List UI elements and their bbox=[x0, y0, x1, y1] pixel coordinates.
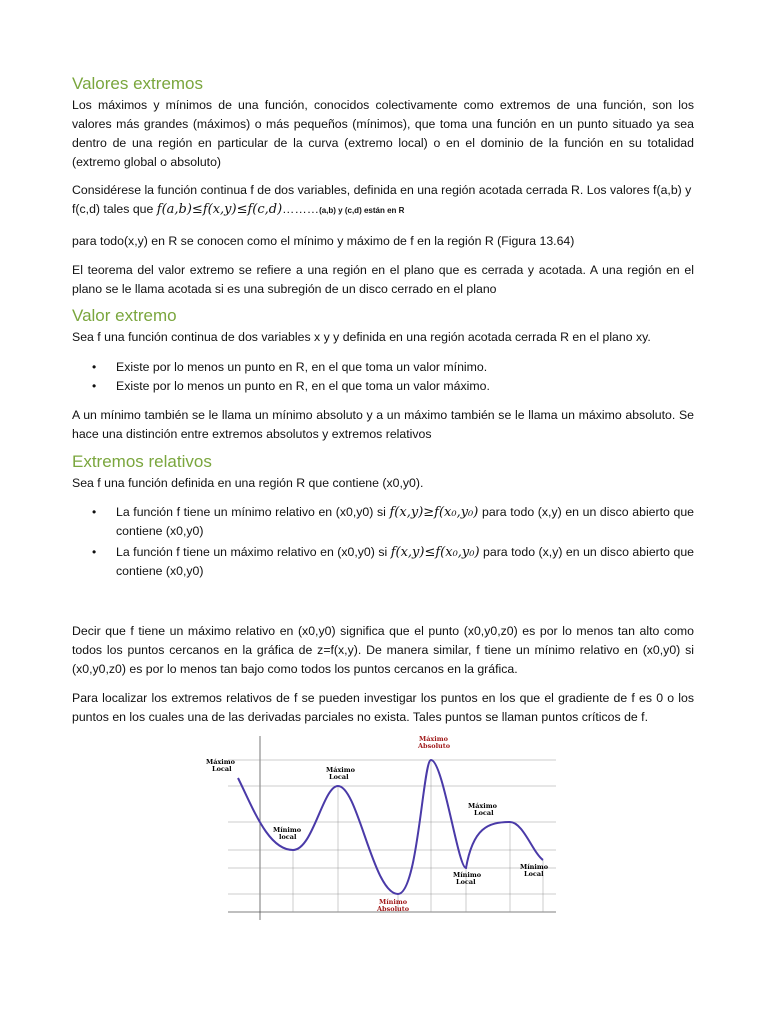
list-item: • Existe por lo menos un punto en R, en el que toma un valor máximo. bbox=[116, 377, 694, 396]
bullet-text: para todo (x,y) en un disco abierto que contiene (x0,y0) bbox=[116, 505, 695, 538]
label-max-local-1b: Local bbox=[212, 765, 232, 773]
intro-paragraph: Los máximos y mínimos de una función, conocidos colectivamente como extremos de una función, son los valores más grandes (máximos) o más pequeños (mínimos), que toma una función en un punto situado ya sea dentro de una región en particular de la curva (extremo local) o en el dominio de la función en su totalidad (extremo global o absoluto) bbox=[72, 98, 694, 169]
relativos-list bbox=[72, 503, 694, 581]
label-min-absoluto-b: Absoluto bbox=[377, 905, 410, 913]
maximo-relativo-paragraph: Decir que f tiene un máximo relativo en (x0,y0) significa que el punto (x0,y0,z0) es por lo menos tan alto como todos los puntos cercanos en la gráfica de z=f(x,y). De manera similar, f tiene un mínimo relativo en (x0,y0) si (x0,y0,z0) es por lo menos tan bajo como todos los puntos cercanos en la gráfica. bbox=[72, 624, 694, 676]
definition-text: Considérese la función continua f de dos variables, definida en una región acotada cerrada R. Los valores f(a,b) y f(c,d) tales que bbox=[72, 183, 692, 216]
list-item-max-relativo bbox=[116, 543, 694, 581]
absolute-minimum-paragraph: A un mínimo también se le llama un mínimo absoluto y a un máximo también se le llama un máximo absoluto. Se hace una distinción entre extremos absolutos y extremos relativos bbox=[72, 408, 694, 441]
extreme-inequality-formula: f(a,b)≤f(x,y)≤f(c,d) bbox=[156, 202, 283, 217]
section-title-extremos-relativos: Extremos relativos bbox=[72, 452, 212, 471]
label-max-local-2b: Local bbox=[329, 773, 349, 781]
list-item: • Existe por lo menos un punto en R, en el que toma un valor mínimo. bbox=[116, 358, 694, 377]
section-title-valor-extremo: Valor extremo bbox=[72, 306, 177, 325]
label-min-absoluto: Mínimo bbox=[379, 898, 408, 906]
label-min-local-2: Mínimo bbox=[453, 871, 482, 879]
label-max-absoluto: Máximo bbox=[419, 735, 448, 743]
paragraph-para-todo: para todo(x,y) en R se conocen como el mínimo y máximo de f en la región R (Figura 13.64) bbox=[72, 234, 575, 248]
section-title-valores-extremos: Valores extremos bbox=[72, 74, 204, 93]
puntos-criticos-paragraph: Para localizar los extremos relativos de f se pueden investigar los puntos en los que el gradiente de f es 0 o los puntos en los cuales una de las derivadas parciales no exista. Tales puntos se llaman puntos críticos de f. bbox=[72, 691, 694, 724]
valor-extremo-paragraph: Sea f una función continua de dos variables x y y definida en una región acotada cerrada R en el plano xy. bbox=[72, 330, 651, 344]
bullet-text: La función f tiene un mínimo relativo en (x0,y0) si bbox=[116, 505, 386, 519]
label-max-absoluto-b: Absoluto bbox=[418, 742, 451, 750]
label-max-local-2: Máximo bbox=[326, 766, 355, 774]
valor-extremo-list bbox=[72, 358, 694, 396]
label-min-local-1: Mínimo bbox=[273, 826, 302, 834]
list-item-min-relativo bbox=[116, 503, 694, 541]
dots: ……… bbox=[282, 202, 320, 216]
paragraph-teorema: El teorema del valor extremo se refiere a una región en el plano que es cerrada y acotada. A una región en el plano se le llama acotada si es una subregión de un disco cerrado en el plano bbox=[72, 263, 694, 296]
extrema-figure bbox=[198, 728, 560, 924]
label-max-local-1: Máximo bbox=[206, 758, 235, 766]
max-relative-formula: f(x,y)≤f(x₀,y₀) bbox=[390, 545, 480, 560]
bullet-text: La función f tiene un máximo relativo en (x0,y0) si bbox=[116, 545, 388, 559]
label-min-local-1b: local bbox=[279, 833, 297, 841]
relativos-paragraph: Sea f una función definida en una región R que contiene (x0,y0). bbox=[72, 476, 424, 490]
bullet-text: para todo (x,y) en un disco abierto que contiene (x0,y0) bbox=[116, 545, 694, 578]
label-max-local-3b: Local bbox=[474, 809, 494, 817]
min-relative-formula: f(x,y)≥f(x₀,y₀) bbox=[389, 505, 479, 520]
formula-note: (a,b) y (c,d) están en R bbox=[319, 206, 405, 215]
label-min-local-3b: Local bbox=[524, 870, 544, 878]
label-max-local-3: Máximo bbox=[468, 802, 497, 810]
definition-paragraph bbox=[72, 181, 694, 220]
label-min-local-3: Mínimo bbox=[520, 863, 549, 871]
label-min-local-2b: Local bbox=[456, 878, 476, 886]
